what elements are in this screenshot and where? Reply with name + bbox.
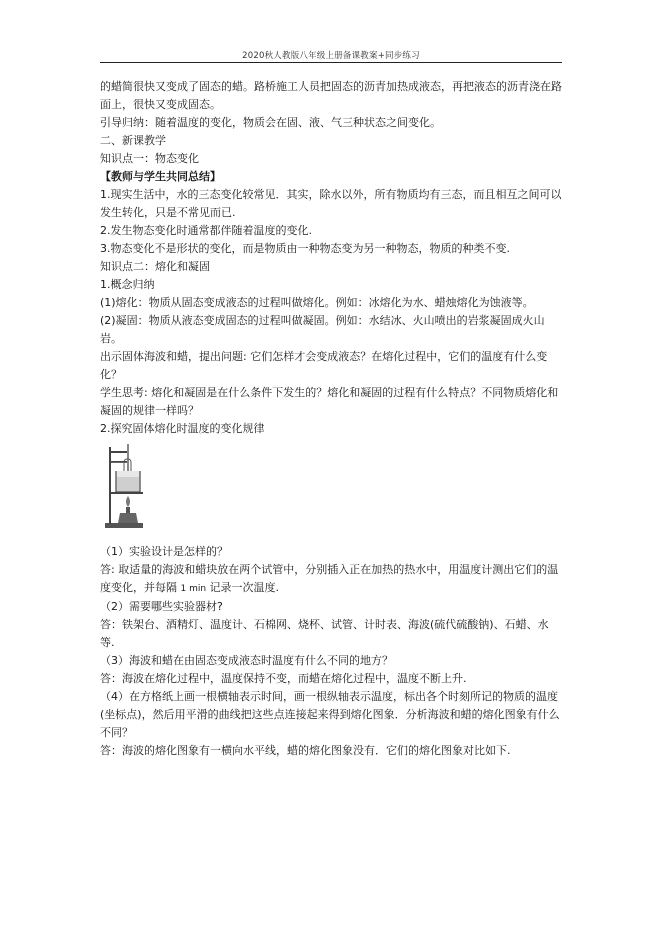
guide-summary: 引导归纳：随着温度的变化，物质会在固、液、气三种状态之间变化。 xyxy=(100,116,441,129)
concept-title: 1.概念归纳 xyxy=(100,278,155,291)
thermometer-clamp xyxy=(109,451,129,453)
flame xyxy=(126,496,130,507)
section-title: 二、新课教学 xyxy=(100,134,166,147)
answer-1-tail: 记录一次温度. xyxy=(209,581,280,594)
summary-item-3: 3.物态变化不是形状的变化，而是物质由一种物态变为另一种物态，物质的种类不变. xyxy=(100,242,510,255)
answer-2: 答：铁架台、酒精灯、温度计、石棉网、烧杯、试管、计时表、海波(硫代硫酸钠)、石蜡、水等. xyxy=(100,618,549,649)
alcohol-lamp xyxy=(118,513,138,523)
answer-1-text: 答: 取适量的海波和蜡块放在两个试管中，分别插入正在加热的热水中，用温度计测出它们的温度变化，并每隔 xyxy=(100,563,559,594)
question-3: （3）海波和蜡在由固态变成液态时温度有什么不同的地方？ xyxy=(100,654,393,667)
answer-1 xyxy=(100,561,563,598)
question-4: （4）在方格纸上画一根横轴表示时间，画一根纵轴表示温度，标出各个时刻所记的物质的温度(坐标点)，然后用平滑的曲线把这些点连接起来得到熔化图象．分析海波和蜡的熔化图象有什么不同？ xyxy=(100,690,560,739)
intro-paragraph: 的蜡简很快又变成了固态的蜡。路桥施工人员把固态的沥青加热成液态，再把液态的沥青浇在路面上，很快又变成固态。 xyxy=(100,80,562,111)
knowledge-point-2-title: 知识点二：熔化和凝固 xyxy=(100,260,210,273)
summary-item-1: 1.现实生活中，水的三态变化较常见．其实，除水以外，所有物质均有三态，而且相互之间可以发生转化，只是不常见而已. xyxy=(100,188,562,219)
answer-3: 答：海波在熔化过程中，温度保持不变，而蜡在熔化过程中，温度不断上升. xyxy=(100,672,467,685)
document-body xyxy=(100,78,563,760)
question-2: （2）需要哪些实验器材? xyxy=(100,600,223,613)
knowledge-point-1-title: 知识点一：物态变化 xyxy=(100,152,199,165)
answer-1-interval: 1 min xyxy=(180,584,207,594)
teacher-question: 出示固体海波和蜡，提出问题: 它们怎样才会变成液态？在熔化过程中，它们的温度有什么变化？ xyxy=(100,350,548,381)
solidification-definition: (2)凝固：物质从液态变成固态的过程叫做凝固。例如：水结冰、火山喷出的岩浆凝固成火山岩。 xyxy=(100,314,545,345)
student-thinking: 学生思考: 熔化和凝固是在什么条件下发生的？熔化和凝固的过程有什么特点？不同物质熔化和凝固的规律一样吗？ xyxy=(100,386,559,417)
question-1: （1）实验设计是怎样的？ xyxy=(100,545,228,558)
answer-4: 答：海波的熔化图象有一横向水平线，蜡的熔化图象没有．它们的熔化图象对比如下. xyxy=(100,744,511,757)
page-header: 2020秋人教版八年级上册备课教案+同步练习 xyxy=(242,51,420,61)
explore-title: 2.探究固体熔化时温度的变化规律 xyxy=(100,422,265,435)
melting-definition: (1)熔化：物质从固态变成液态的过程叫做熔化。例如：冰熔化为水、蜡烛熔化为蚀液等。 xyxy=(100,296,534,309)
summary-item-2: 2.发生物态变化时通常都伴随着温度的变化. xyxy=(100,224,312,237)
summary-heading: 【教师与学生共同总结】 xyxy=(100,170,221,183)
header-divider xyxy=(100,62,562,63)
stand-rod xyxy=(109,447,111,524)
experiment-apparatus-image xyxy=(102,441,158,531)
